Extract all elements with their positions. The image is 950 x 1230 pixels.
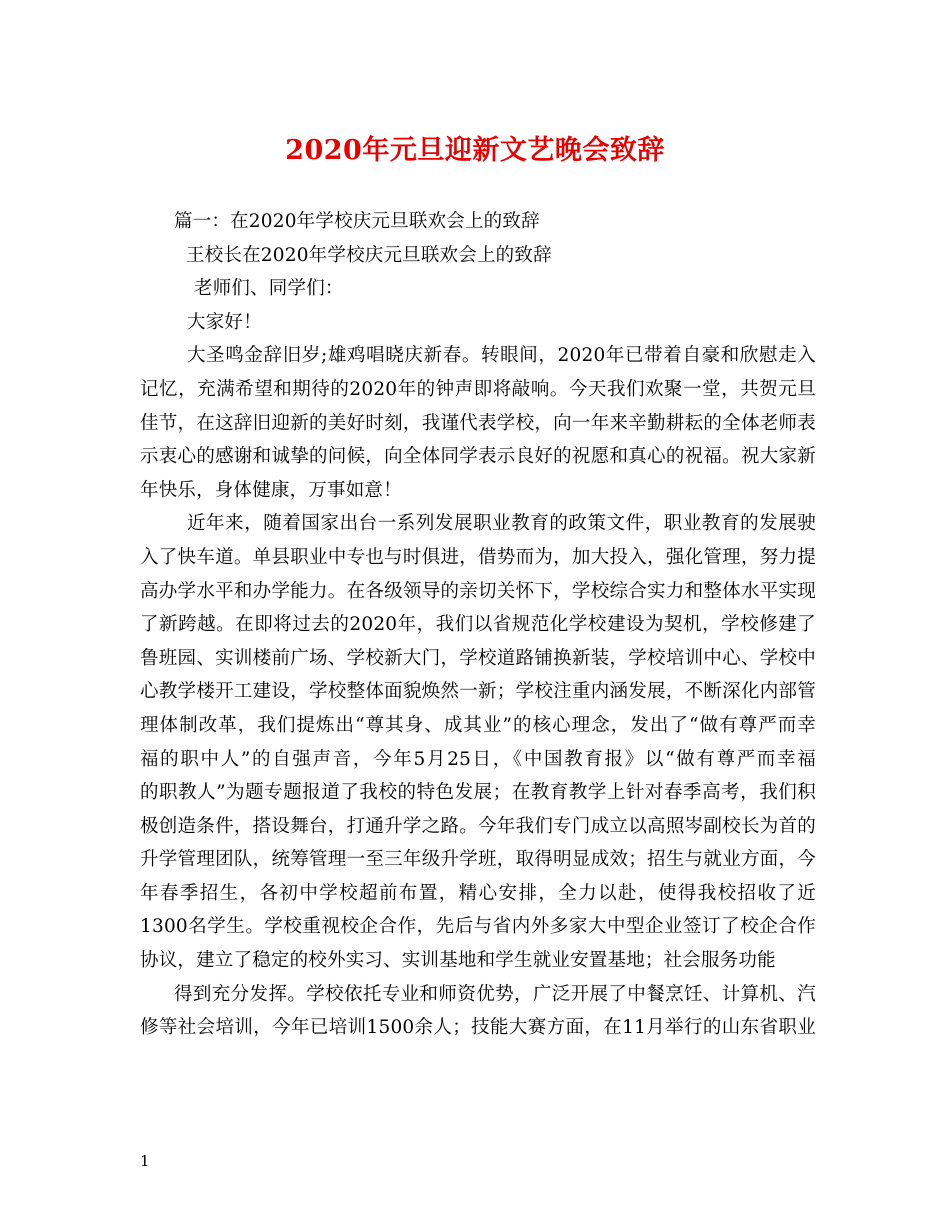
document-title: 2020年元旦迎新文艺晚会致辞 xyxy=(285,135,665,166)
page-number: 1 xyxy=(140,1152,150,1170)
paragraph-2-line: 年春季招生，各初中学校超前布置，精心安排，全力以赴，使得我校招收了近 xyxy=(140,882,816,904)
salutation: 老师们、同学们： xyxy=(194,278,344,300)
paragraph-2-line: 的职教人”为题专题报道了我校的特色发展；在教育教学上针对春季高考，我们积 xyxy=(140,782,816,804)
paragraph-2-line: 福的职中人”的自强声音，今年5月25日，《中国教育报》以“做有尊严而幸福 xyxy=(140,748,816,770)
paragraph-1-line: 大圣鸣金辞旧岁;雄鸡唱晓庆新春。转眼间，2020年已带着自豪和欣慰走入 xyxy=(187,345,816,367)
paragraph-2 xyxy=(140,507,816,977)
paragraph-2-line: 高办学水平和办学能力。在各级领导的亲切关怀下，学校综合实力和整体水平实现 xyxy=(140,580,816,602)
paragraph-3-line: 修等社会培训，今年已培训1500余人；技能大赛方面，在11月举行的山东省职业 xyxy=(140,1017,816,1039)
document-body xyxy=(140,205,816,1045)
paragraph-1-line: 年快乐，身体健康，万事如意！ xyxy=(140,479,402,501)
paragraph-1-line: 佳节，在这辞旧迎新的美好时刻，我谨代表学校，向一年来辛勤耕耘的全体老师表 xyxy=(140,412,816,434)
greeting: 大家好！ xyxy=(187,311,262,333)
paragraph-2-line: 协议，建立了稳定的校外实习、实训基地和学生就业安置基地；社会服务功能 xyxy=(140,950,776,972)
paragraph-1-line: 示衷心的感谢和诚挚的问候，向全体同学表示良好的祝愿和真心的祝福。祝大家新 xyxy=(140,446,816,468)
paragraph-2-line: 1300名学生。学校重视校企合作，先后与省内外多家大中型企业签订了校企合作 xyxy=(140,916,816,938)
paragraph-2-line: 鲁班园、实训楼前广场、学校新大门，学校道路铺换新装，学校培训中心、学校中 xyxy=(140,647,816,669)
paragraph-3-line: 得到充分发挥。学校依托专业和师资优势，广泛开展了中餐烹饪、计算机、汽 xyxy=(174,983,816,1005)
paragraph-2-line: 升学管理团队，统筹管理一至三年级升学班，取得明显成效；招生与就业方面，今 xyxy=(140,849,816,871)
paragraph-3 xyxy=(140,978,816,1045)
heading-line-2: 王校长在2020年学校庆元旦联欢会上的致辞 xyxy=(186,244,552,266)
paragraph-2-line: 极创造条件，搭设舞台，打通升学之路。今年我们专门成立以高照岑副校长为首的 xyxy=(140,815,816,837)
paragraph-2-line: 近年来，随着国家出台一系列发展职业教育的政策文件，职业教育的发展驶 xyxy=(187,513,816,535)
paragraph-2-line: 入了快车道。单县职业中专也与时俱进，借势而为，加大投入，强化管理，努力提 xyxy=(140,546,816,568)
heading-line-1: 篇一：在2020年学校庆元旦联欢会上的致辞 xyxy=(174,211,540,232)
paragraph-2-line: 理体制改革，我们提炼出“尊其身、成其业”的核心理念，发出了“做有尊严而幸 xyxy=(140,714,816,736)
paragraph-1 xyxy=(140,339,816,507)
paragraph-1-line: 记忆，充满希望和期待的2020年的钟声即将敲响。今天我们欢聚一堂，共贺元旦 xyxy=(140,378,816,400)
paragraph-2-line: 了新跨越。在即将过去的2020年，我们以省规范化学校建设为契机，学校修建了 xyxy=(140,614,816,636)
paragraph-2-line: 心教学楼开工建设，学校整体面貌焕然一新；学校注重内涵发展，不断深化内部管 xyxy=(140,681,816,703)
